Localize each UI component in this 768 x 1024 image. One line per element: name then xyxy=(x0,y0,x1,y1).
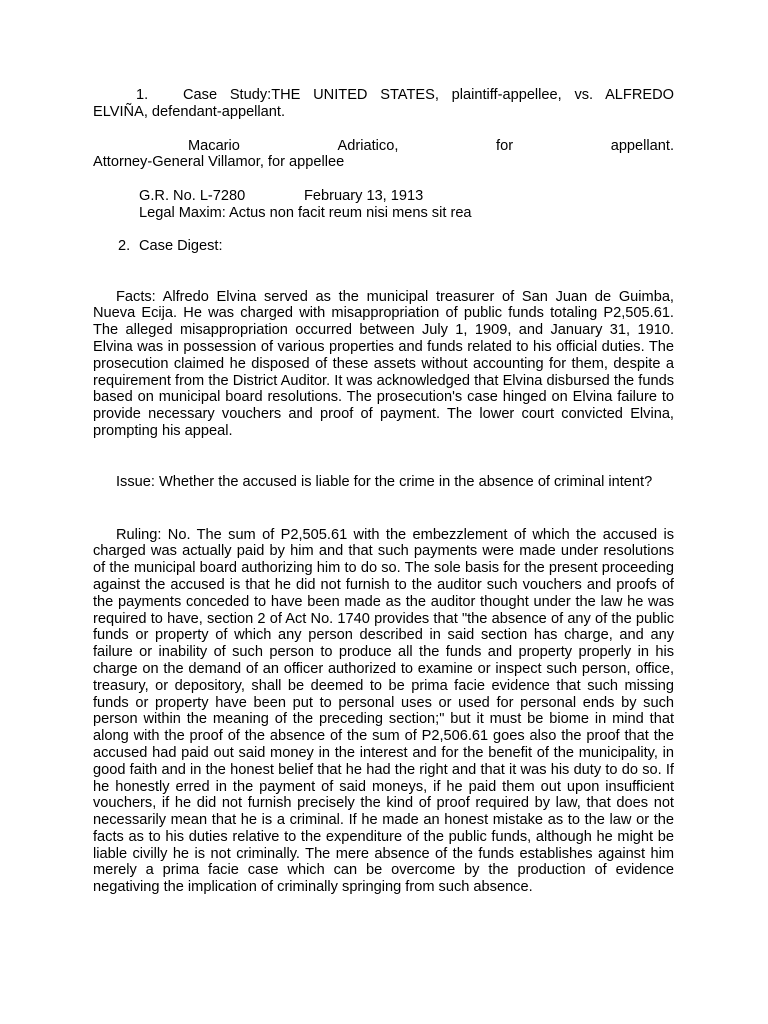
counsel-word: for xyxy=(496,137,514,154)
case-study-text: Case Study:THE UNITED STATES, plaintiff-appellee, vs. ALFREDO ELVIÑA, defendant-appellant. xyxy=(93,87,674,120)
document-page xyxy=(93,87,674,896)
ruling-paragraph: Ruling: No. The sum of P2,505.61 with the embezzlement of which the accused is charged was actually paid by him and that such payments were made under resolutions of the municipal board authorizing him to do so. The sole basis for the present proceeding against the accused is that he did not furnish to the auditor such vouchers and proofs of the payments conceded to have been made as the auditor thought under the law he was required to have, section 2 of Act No. 1740 provides that "the absence of any of the public funds or property of which any person described in said section has charge, and any failure or inability of such person to produce all the funds and property properly in his charge on the demand of an officer authorized to examine or inspect such person, office, treasury, or depository, shall be deemed to be prima facie evidence that such missing funds or property have been put to personal uses or used for personal ends by such person within the meaning of the preceding section;" but it must be biome in mind that along with the proof of the absence of the sum of P2,506.61 goes also the proof that the accused had paid out said money in the interest and for the benefit of the municipality, in good faith and in the honest belief that he had the right and that it was his duty to do so. If he honestly erred in the payment of said moneys, if he paid them out upon insufficient vouchers, if he did not furnish precisely the kind of proof required by law, that does not necessarily mean that he is a criminal. If he made an honest mistake as to the law or the facts as to his duties relative to the expenditure of the public funds, although he might be liable civilly he is not criminally. The mere absence of the funds establishes against him merely a prima facie case which can be overcome by the production of evidence negativing the implication of criminally springing from such absence. xyxy=(93,526,674,896)
facts-paragraph: Facts: Alfredo Elvina served as the municipal treasurer of San Juan de Guimba, Nueva Ecija. He was charged with misappropriation of public funds totaling P2,505.61. The alleged misappropriation occurred between July 1, 1909, and January 31, 1910. Elvina was in possession of various properties and funds related to his official duties. The prosecution claimed he disposed of these assets without accounting for them, despite a requirement from the District Auditor. It was acknowledged that Elvina disbursed the funds based on municipal board resolutions. The prosecution's case hinged on Elvina failure to provide necessary vouchers and proof of payment. The lower court convicted Elvina, prompting his appeal. xyxy=(93,288,674,439)
counsel-line-2: Attorney-General Villamor, for appellee xyxy=(93,154,345,171)
item-number: 2. xyxy=(118,237,131,254)
decision-date: February 13, 1913 xyxy=(304,188,424,205)
item-number: 1. xyxy=(136,87,149,103)
counsel-word: appellant. xyxy=(610,137,674,154)
counsel-line-1 xyxy=(93,138,674,155)
issue-paragraph: Issue: Whether the accused is liable for the crime in the absence of criminal intent? xyxy=(116,473,653,490)
case-study-item xyxy=(93,87,674,121)
case-info xyxy=(93,188,674,222)
counsel-word: Adriatico, xyxy=(337,137,399,154)
case-digest-label: Case Digest: xyxy=(139,237,223,254)
counsel-word: Macario xyxy=(188,137,240,154)
gr-number: G.R. No. L-7280 xyxy=(139,188,246,205)
legal-maxim: Legal Maxim: Actus non facit reum nisi mens sit rea xyxy=(139,204,472,221)
case-digest-heading xyxy=(93,238,674,255)
